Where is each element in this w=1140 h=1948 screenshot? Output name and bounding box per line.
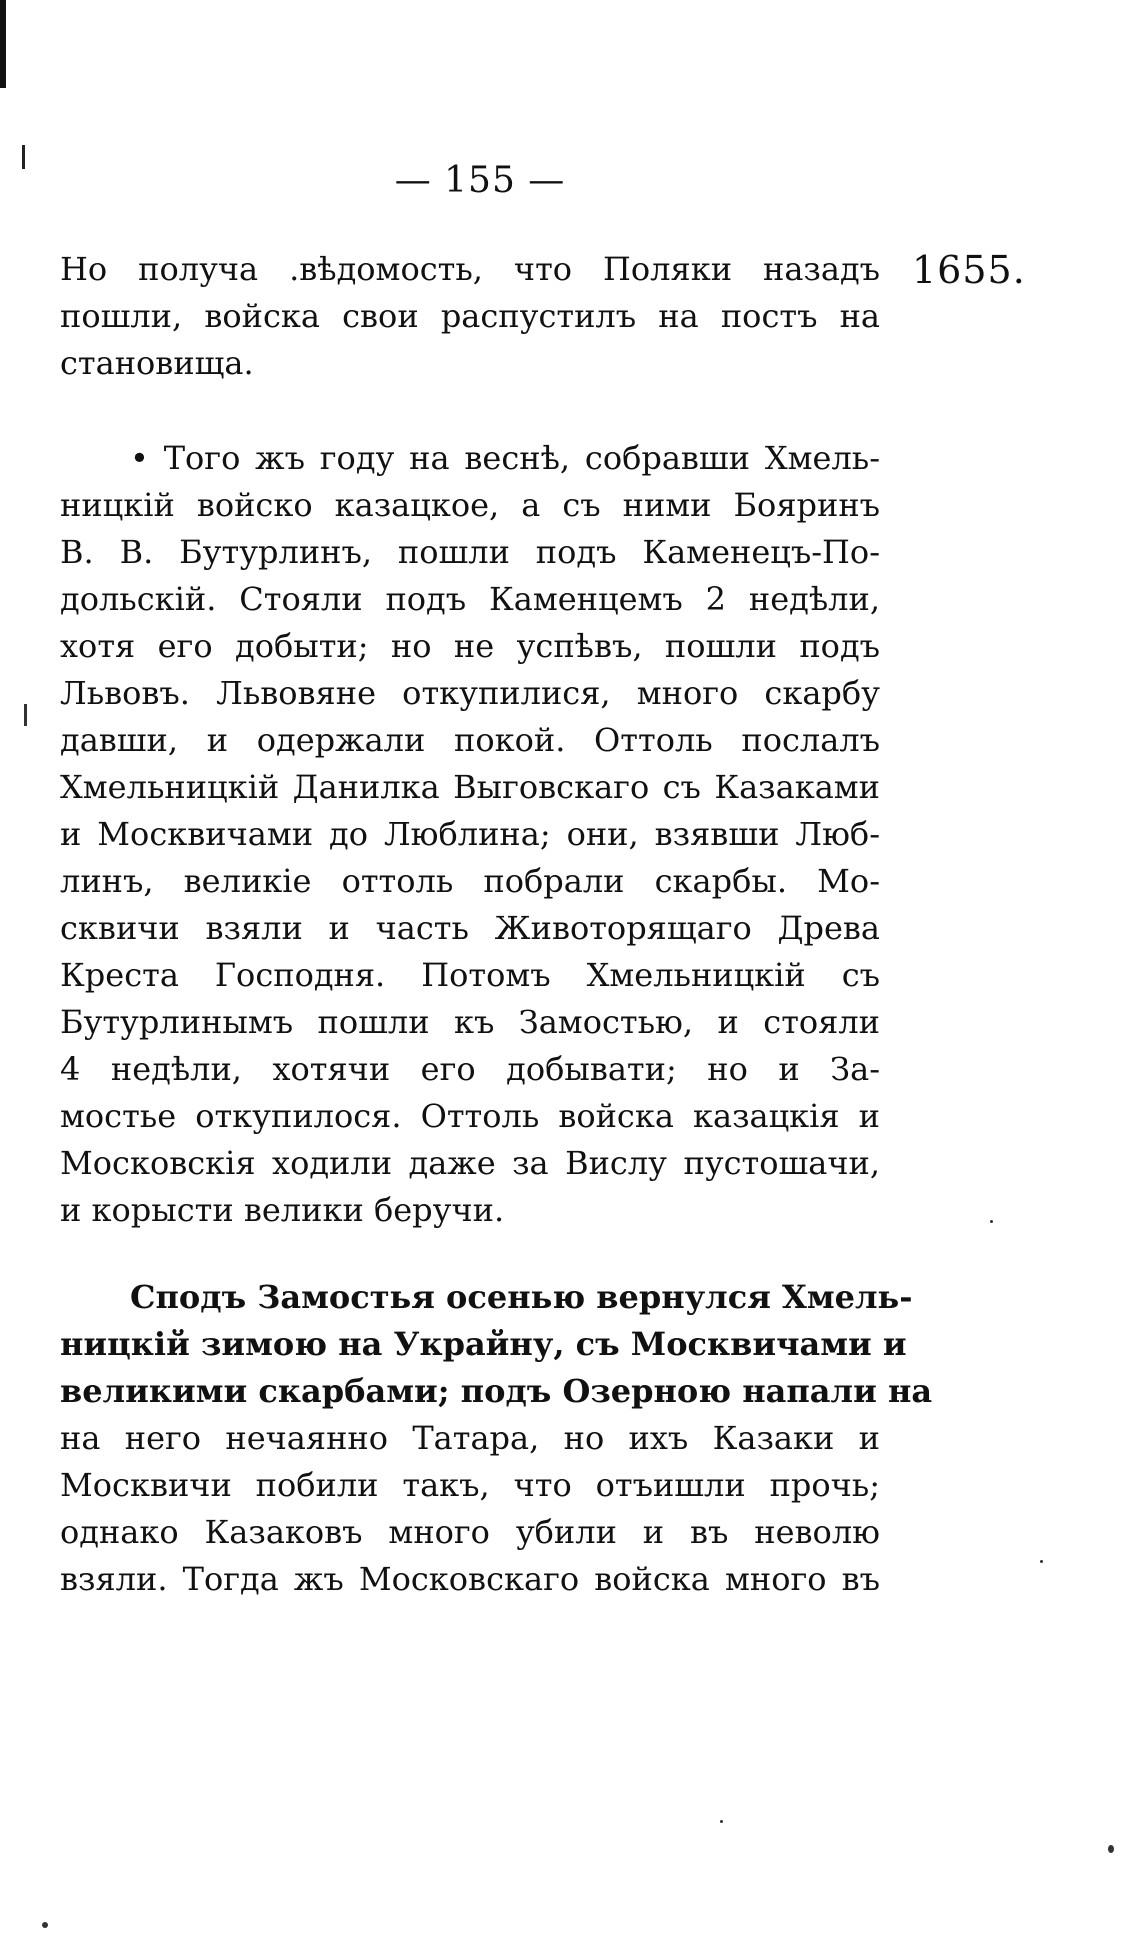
text-line: • Того жъ году на веснѣ, собравши Хмель- (130, 439, 880, 477)
text-line: взяли. Тогда жъ Московскаго войска много въ (60, 1560, 880, 1598)
print-speck (1040, 1560, 1043, 1563)
text-line: великими скарбами; подъ Озерною напали на (60, 1372, 933, 1410)
text-line: и Москвичами до Люблина; они, взявши Люб- (60, 815, 880, 853)
text-line: ницкій войско казацкое, а съ ними Бояринъ (60, 486, 880, 524)
paragraph-3 (60, 1274, 933, 1603)
text-line: хотя его добыти; но не успѣвъ, пошли подъ (60, 627, 880, 665)
paragraph-2 (60, 435, 880, 1234)
text-line: пошли, войска свои распустилъ на постъ на (60, 297, 880, 335)
text-line: Креста Господня. Потомъ Хмельницкій съ (60, 956, 880, 994)
text-line: и корысти велики беручи. (60, 1191, 505, 1229)
text-line: становища. (60, 344, 254, 382)
text-line: Хмельницкій Данилка Выговскаго съ Казаками (60, 768, 880, 806)
text-line: Львовъ. Львовяне откупилися, много скарбу (60, 674, 880, 712)
text-line: Москвичи побили такъ, что отъишли прочь; (60, 1466, 880, 1504)
print-speck (720, 1820, 723, 1823)
text-line: мостье откупилося. Оттоль войска казацкія и (60, 1097, 880, 1135)
text-line: Но получа .вѣдомость, что Поляки назадъ (60, 250, 880, 288)
text-line: ницкій зимою на Украйну, съ Москвичами и (60, 1325, 907, 1363)
text-line: давши, и одержали покой. Оттоль послалъ (60, 721, 880, 759)
print-speck (1108, 1845, 1114, 1853)
text-line: дольскій. Стояли подъ Каменцемъ 2 недѣли, (60, 580, 880, 618)
text-line: сквичи взяли и часть Животорящаго Древа (60, 909, 880, 947)
text-line: Бутурлинымъ пошли къ Замостью, и стояли (60, 1003, 880, 1041)
paragraph-1 (60, 246, 880, 387)
text-line: линъ, великіе оттоль побрали скарбы. Мо- (60, 862, 880, 900)
page-edge-mark (0, 0, 6, 88)
year-marginal-note: 1655. (912, 248, 1026, 292)
print-speck (990, 1220, 993, 1223)
text-line: Сподъ Замостья осенью вернулся Хмель- (130, 1278, 913, 1316)
page-edge-tick (24, 704, 27, 726)
page-edge-tick (22, 145, 25, 169)
print-speck (42, 1922, 48, 1928)
text-line: однако Казаковъ много убили и въ неволю (60, 1513, 880, 1551)
page-number: — 155 — (394, 160, 566, 201)
text-line: 4 недѣли, хотячи его добывати; но и За- (60, 1050, 880, 1088)
body-text (60, 246, 933, 1603)
text-line: на него нечаянно Татара, но ихъ Казаки и (60, 1419, 880, 1457)
text-line: Московскія ходили даже за Вислу пустошачи, (60, 1144, 880, 1182)
text-line: В. В. Бутурлинъ, пошли подъ Каменецъ-По- (60, 533, 880, 571)
